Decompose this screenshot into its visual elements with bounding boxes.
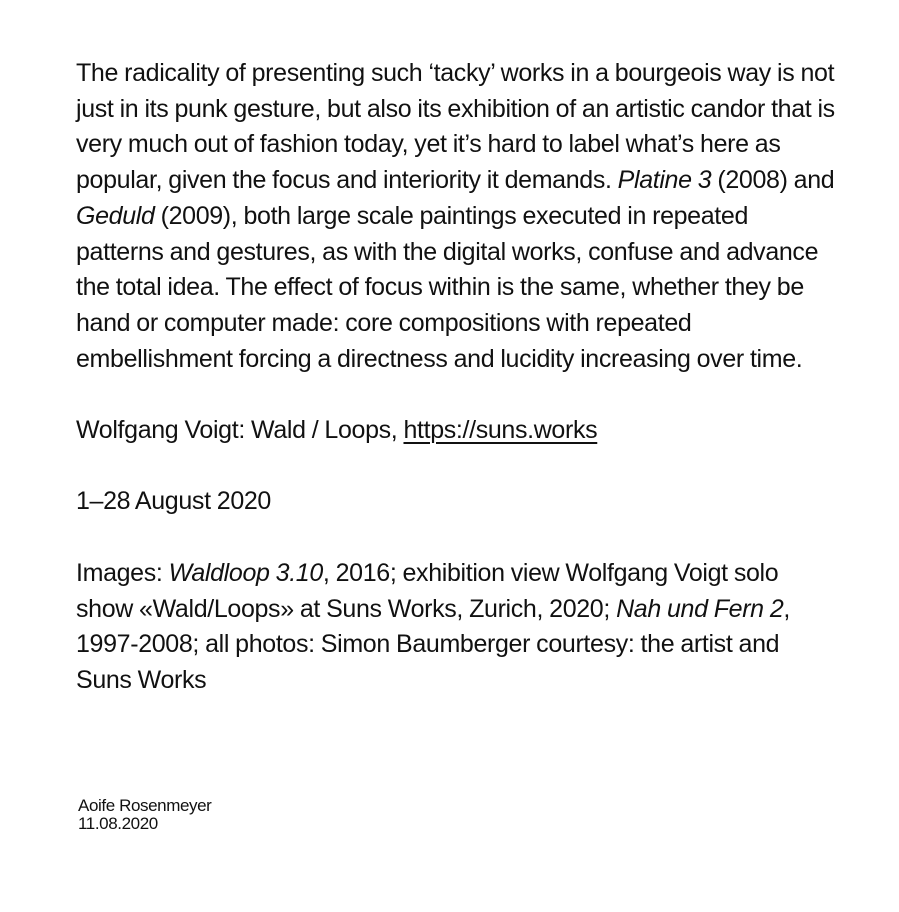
exhibition-label: Wolfgang Voigt: Wald / Loops, [76, 416, 404, 445]
exhibition-info [76, 413, 836, 449]
image-credits-prefix: Images: [76, 558, 169, 587]
artwork-title-platine: Platine 3 [617, 166, 712, 195]
paragraph-text: The radicality of presenting such ‘tacky’ works in a bourgeois way is not just in its punk gesture, but also its exhibition of an artistic candor that is very much out of fashion today, yet it’s hard to label what’s here as popular, given the focus and interiority it demands. [76, 59, 835, 195]
artwork-title-nah-und-fern: Nah und Fern 2 [616, 594, 784, 623]
paragraph-text: (2008) and [711, 166, 835, 195]
artwork-title-waldloop: Waldloop 3.10 [168, 558, 323, 587]
image-credits-text: , 1997-2008; all photos: Simon Baumberger courtesy: the artist and Suns Works [76, 594, 790, 694]
author-name: Aoife Rosenmeyer [78, 796, 212, 815]
image-credits-text: , 2016; exhibition view Wolfgang Voigt solo show «Wald/Loops» at Suns Works, Zurich, 2020; [76, 558, 779, 623]
exhibition-link[interactable]: https://suns.works [403, 416, 598, 445]
byline [78, 797, 211, 833]
article-body [76, 56, 836, 699]
body-paragraph [76, 56, 836, 377]
publish-date: 11.08.2020 [78, 814, 158, 833]
artwork-title-geduld: Geduld [76, 201, 155, 230]
exhibition-dates: 1–28 August 2020 [76, 487, 271, 516]
paragraph-text: (2009), both large scale paintings executed in repeated patterns and gestures, as with the digital works, confuse and advance the total idea. The effect of focus within is the same, whether they be hand or computer made: core compositions with repeated embellishment forcing a directness and lucidity increasing over time. [76, 201, 819, 373]
image-credits [76, 556, 836, 699]
